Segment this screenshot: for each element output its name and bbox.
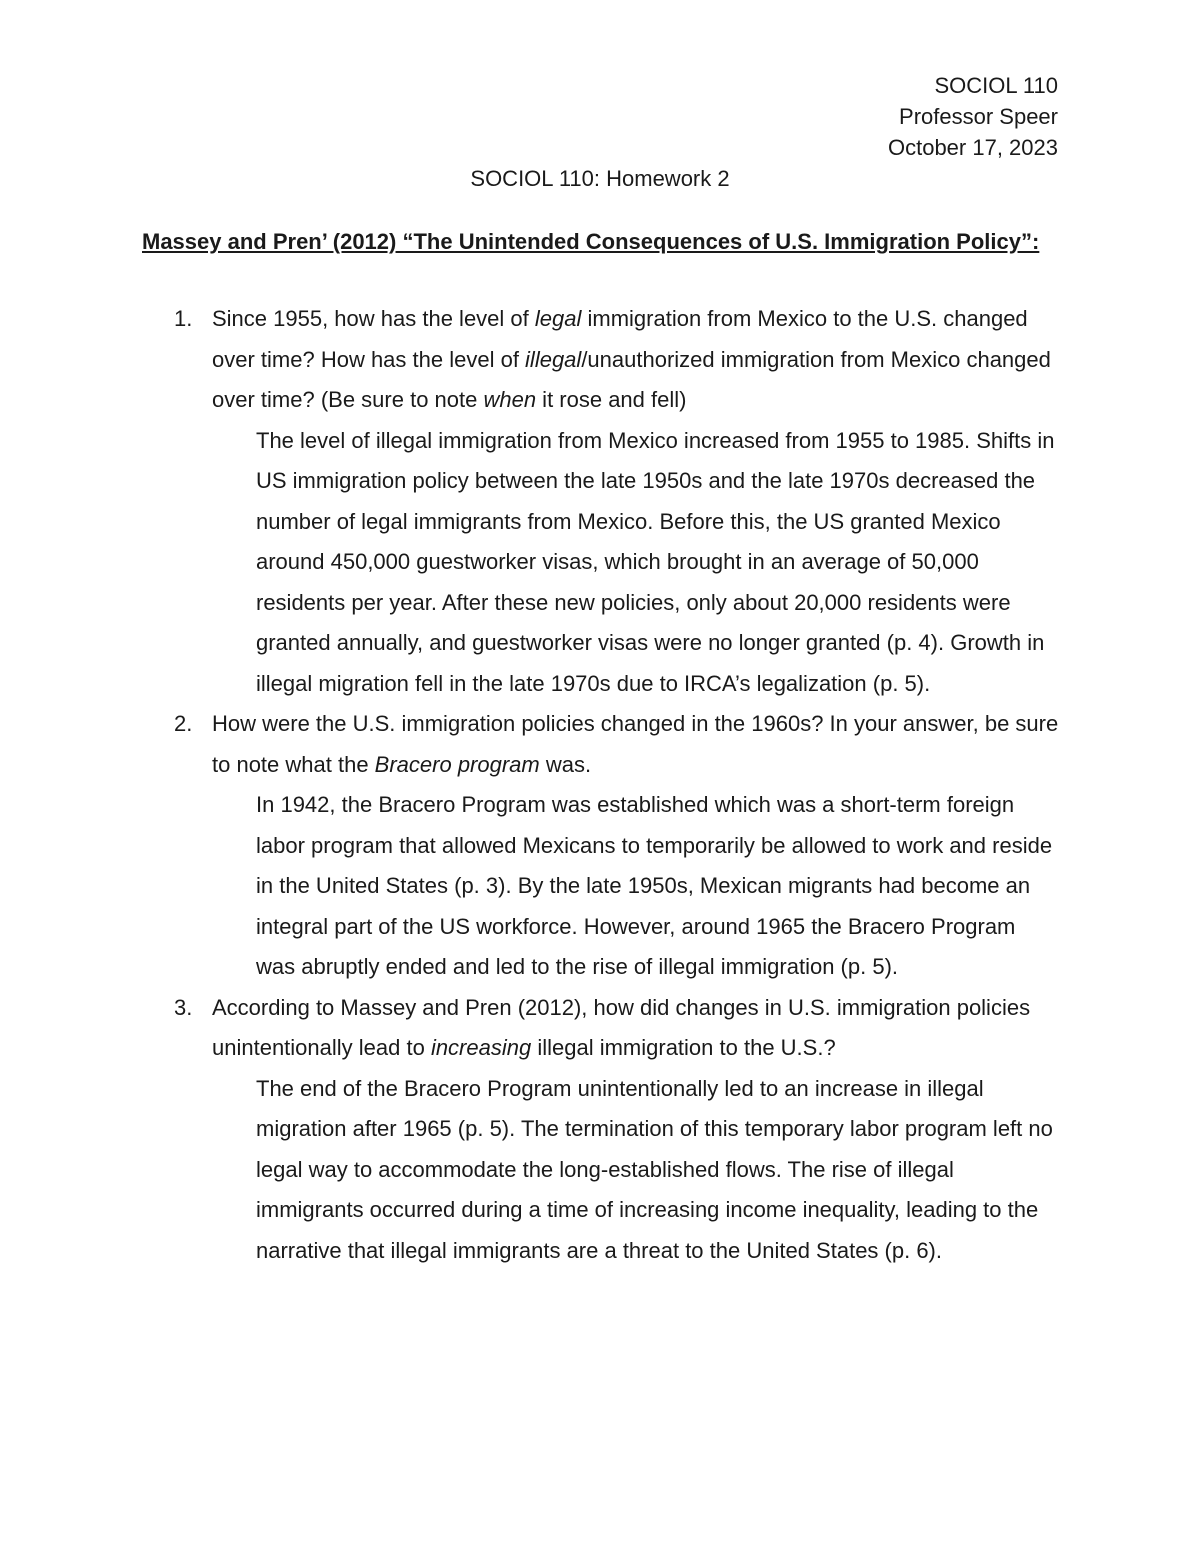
question-number: 2. bbox=[174, 711, 193, 736]
course-name: SOCIOL 110 bbox=[934, 73, 1058, 98]
professor-name: Professor Speer bbox=[899, 104, 1058, 129]
question-list bbox=[0, 299, 1200, 1271]
question-text bbox=[212, 299, 1060, 421]
document-title: SOCIOL 110: Homework 2 bbox=[470, 166, 730, 191]
question-item-2 bbox=[0, 704, 1200, 988]
question-text-part: According to Massey and Pren (2012), how did changes in U.S. immigration policies unintentionally lead to bbox=[212, 994, 1031, 1060]
document-header bbox=[888, 70, 1058, 163]
question-item-1 bbox=[0, 299, 1200, 704]
question-text-part: Since 1955, how has the level of bbox=[212, 306, 535, 331]
question-emphasis: when bbox=[483, 387, 537, 412]
question-text-part: immigration from Mexico to the U.S. changed over time? How has the level of bbox=[212, 306, 1028, 372]
question-emphasis: illegal bbox=[525, 346, 582, 372]
question-text bbox=[212, 988, 1060, 1069]
question-emphasis: Bracero program bbox=[374, 751, 540, 777]
question-number: 1. bbox=[174, 306, 193, 331]
question-emphasis: legal bbox=[534, 306, 582, 331]
section-heading: Massey and Pren’ (2012) “The Unintended Consequences of U.S. Immigration Policy”: bbox=[142, 229, 1040, 254]
question-number: 3. bbox=[174, 994, 193, 1020]
answer-text: The level of illegal immigration from Mexico increased from 1955 to 1985. Shifts in US immigration policy between the late 1950s and the late 1970s decreased the number of legal immigrants from Mexico. Before this, the US granted Mexico around 450,000 guestworker visas, which brought in an average of 50,000 residents per year. After these new policies, only about 20,000 residents were granted annually, and guestworker visas were no longer granted (p. 4). Growth in illegal migration fell in the late 1970s due to IRCA’s legalization (p. 5). bbox=[256, 427, 1055, 696]
question-text-part: it rose and fell) bbox=[536, 387, 687, 412]
answer-text: The end of the Bracero Program unintentionally led to an increase in illegal migration after 1965 (p. 5). The termination of this temporary labor program left no legal way to accommodate the long-established flows. The rise of illegal immigrants occurred during a time of increasing income inequality, leading to the narrative that illegal immigrants are a threat to the United States (p. 6). bbox=[256, 1075, 1053, 1263]
question-text-part: was. bbox=[539, 751, 592, 777]
question-emphasis: increasing bbox=[430, 1035, 532, 1060]
answer-text: In 1942, the Bracero Program was established which was a short-term foreign labor program that allowed Mexicans to temporarily be allowed to work and reside in the United States (p. 3). By the late 1950s, Mexican migrants had become an integral part of the US workforce. However, around 1965 the Bracero Program was abruptly ended and led to the rise of illegal immigration (p. 5). bbox=[256, 792, 1053, 979]
question-text-part: How were the U.S. immigration policies changed in the 1960s? In your answer, be sure to note what the bbox=[212, 711, 1059, 777]
document-date: October 17, 2023 bbox=[887, 135, 1058, 160]
question-text-part: /unauthorized immigration from Mexico changed over time? (Be sure to note bbox=[212, 346, 1051, 412]
question-text bbox=[212, 704, 1060, 785]
question-item-3 bbox=[0, 988, 1200, 1272]
question-text-part: illegal immigration to the U.S.? bbox=[531, 1035, 836, 1060]
